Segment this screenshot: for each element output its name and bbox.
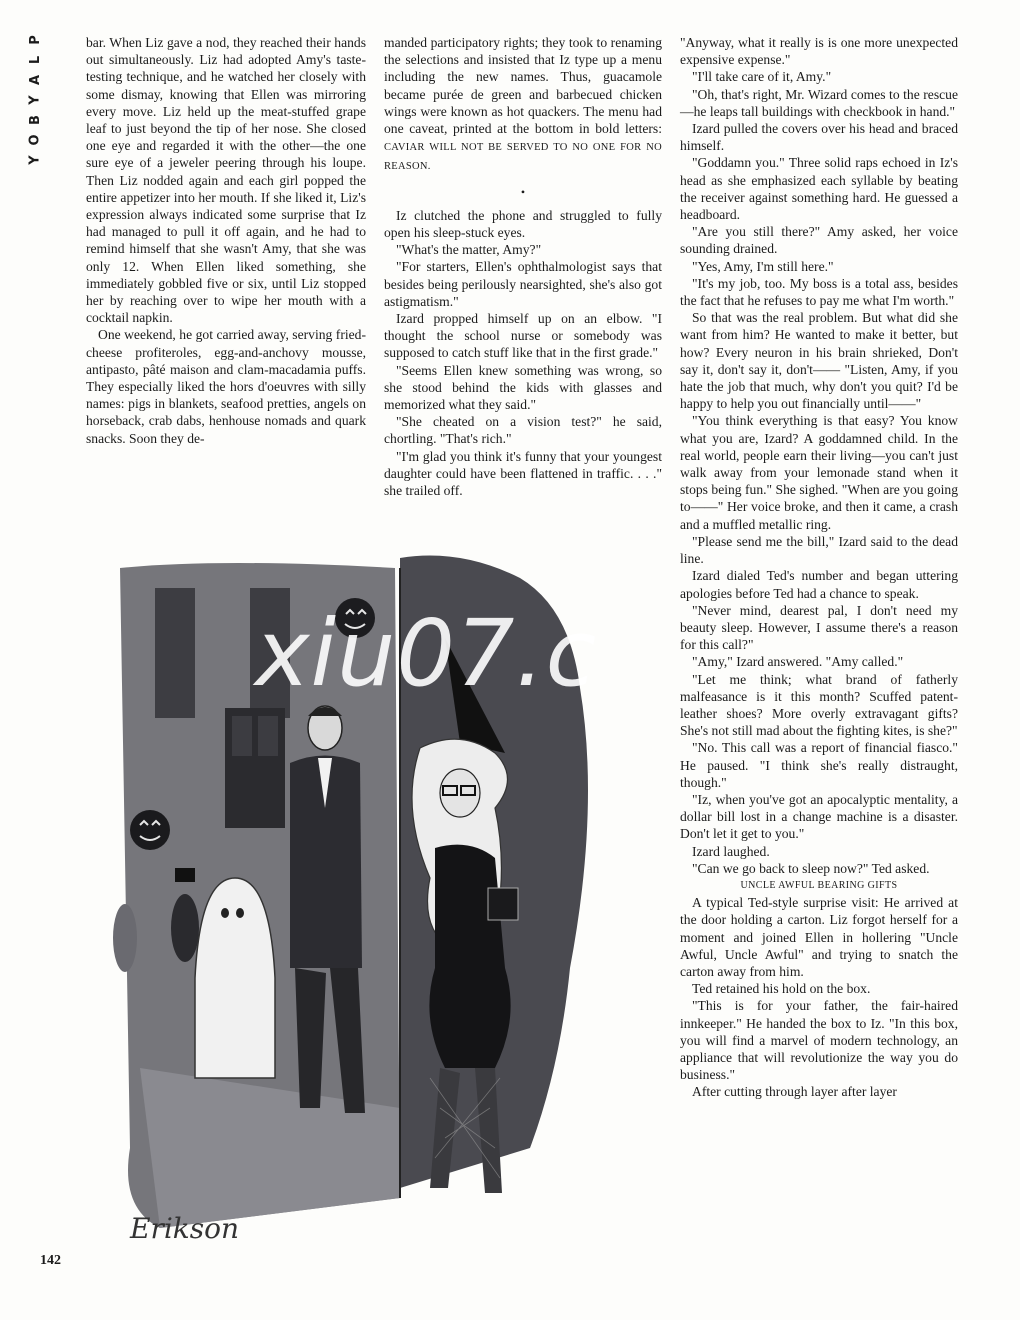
paragraph: After cutting through layer after layer [692,1084,897,1100]
paragraph: "What's the matter, Amy?" [396,242,542,258]
paragraph: "Never mind, dearest pal, I don't need my beauty sleep. However, I assume there's a reason for this call?" [680,602,958,653]
paragraph: "Seems Ellen knew something was wrong, so she stood behind the kids with glasses and memorized what they said." [384,362,662,413]
paragraph: So that was the real problem. But what did she want from him? He wanted to make it better, but how? Every neuron in his brain shrieked, Don't say it, don't say it, don't—— "Listen, Amy, if you hate the job that much, why don't you quit? I'd be happy to help you out financially until——" [680,310,958,412]
paragraph: Izard pulled the covers over his head and braced himself. [680,121,958,154]
paragraph-text: manded participatory rights; they took to renaming the selections and insisted that Iz type up a menu including the new names. Thus, guacamole became purée de green and barbecued chicken wings were known as hot quackers. The menu had one caveat, printed at the bottom in bold letters: [384,35,662,137]
paragraph: "Please send me the bill," Izard said to the dead line. [680,533,958,567]
menu-caveat: CAVIAR WILL NOT BE SERVED TO NO ONE FOR NO REASON. [384,142,662,173]
artist-signature: Erikson [130,1212,240,1245]
sidebar-letter: Y [27,95,43,105]
sidebar-letter: B [27,115,43,125]
text-column-2 [384,34,662,499]
paragraph: A typical Ted-style surprise visit: He arrived at the door holding a carton. Liz forgot herself for a moment and joined Ellen in hollering "Uncle Awful, Uncle Awful" and trying to snatch the carton away from him. [680,895,958,979]
watermark-text: xiu07.c [255,600,598,707]
paragraph: "No. This call was a report of financial fiasco." He paused. "I think she's really distraught, though." [680,740,958,790]
paragraph: "She cheated on a vision test?" he said, chortling. "That's rich." [384,414,662,447]
paragraph: bar. When Liz gave a nod, they reached their hands out simultaneously. Liz had adopted Amy's taste-testing technique, and he watched her closely with some dismay, knowing that Ellen was mirroring every move. Liz held up the meat-stuffed grape leaf to just beyond the tip of her nose. She closed one eye and regarded it with the other—the one sure eye of a jeweler peering through his loupe. Then Liz nodded again and each girl popped the entire appetizer into her mouth. If she liked it, Liz's expression always indicated some surprise that Iz had managed to pull it off again, and he had to remind himself that she wasn't Amy, that she was only 12. When Ellen liked something, she immediately gobbled five or six, until Liz stopped her by reaching over to wipe her mouth with a cocktail napkin. [86,35,366,326]
paragraph: "Amy," Izard answered. "Amy called." [692,654,904,670]
magazine-name-vertical [22,30,50,180]
paragraph: "Goddamn you." Three solid raps echoed in Iz's head as she emphasized each syllable by beating the receiver against something hard. He guessed a headboard. [680,155,958,223]
paragraph: "Anyway, what it really is is one more unexpected expensive expense." [680,35,958,68]
text-column-1 [86,34,366,447]
paragraph: "You think everything is that easy? You know what you are, Izard? A goddamned child. In the real world, people earn their living—you can't just walk away from your lemonade stand when it stops being fun." She sighed. "When are you going to——" Her voice broke, and then it came, a crash and a muffled metallic ring. [680,413,958,532]
section-break-bullet: • [520,184,526,199]
paragraph: "Iz, when you've got an apocalyptic mentality, a dollar bill lost in a change machine is a disaster. Don't let it get to you." [680,791,958,842]
paragraph: Iz clutched the phone and struggled to fully open his sleep-stuck eyes. [384,207,662,241]
paragraph: "It's my job, too. My boss is a total ass, besides the fact that he refuses to pay me what I'm worth." [680,275,958,309]
text-column-3 [680,34,958,1101]
paragraph: "Let me think; what brand of fatherly malfeasance is it this month? Scuffed patent-leather shoes? More overly extravagant gifts? She's not still mad about the fighting kites, is she?" [680,671,958,739]
paragraph: "Yes, Amy, I'm still here." [692,258,834,274]
paragraph: "I'll take care of it, Amy." [692,69,832,85]
paragraph: "For starters, Ellen's ophthalmologist says that besides being perilously nearsighted, she's also got astigmatism." [384,259,662,309]
paragraph: Izard dialed Ted's number and began uttering apologies before Ted had a chance to speak. [680,568,958,601]
sidebar-letter: P [28,35,43,45]
paragraph: Ted retained his hold on the box. [692,981,871,997]
sidebar-letter: O [28,134,43,146]
paragraph: "Oh, that's right, Mr. Wizard comes to the rescue—he leaps tall buildings with checkbook in hand." [680,86,958,119]
paragraph: One weekend, he got carried away, serving fried-cheese profiteroles, egg-and-anchovy mousse, antipasto, pâté maison and clam-macadamia puffs. They especially liked the hors d'oeuvres with silly names: pigs in blankets, seafood pretties, angels on horseback, crab dabs, henhouse nomads and quark snacks. Soon they de- [86,327,366,446]
page-number: 142 [40,1253,61,1268]
sidebar-letter: A [28,74,43,86]
section-heading: UNCLE AWFUL BEARING GIFTS [740,879,898,891]
paragraph: "Can we go back to sleep now?" Ted asked. [692,860,930,876]
paragraph: "This is for your father, the fair-haired innkeeper." He handed the box to Iz. "In this box, you will find a marvel of modern technology, an appliance that will revolutionize the way you do business." [680,998,958,1083]
sidebar-letter: L [27,55,43,65]
paragraph: "I'm glad you think it's funny that your youngest daughter could have been flattened in traffic. . . ." she trailed off. [384,448,662,499]
paragraph: Izard laughed. [692,843,770,859]
sidebar-letter: Y [27,155,43,165]
paragraph [384,34,662,176]
paragraph: Izard propped himself up on an elbow. "I thought the school nurse or somebody was supposed to catch stuff like that in the first grade." [384,311,662,361]
paragraph: "Are you still there?" Amy asked, her voice sounding drained. [680,224,958,257]
